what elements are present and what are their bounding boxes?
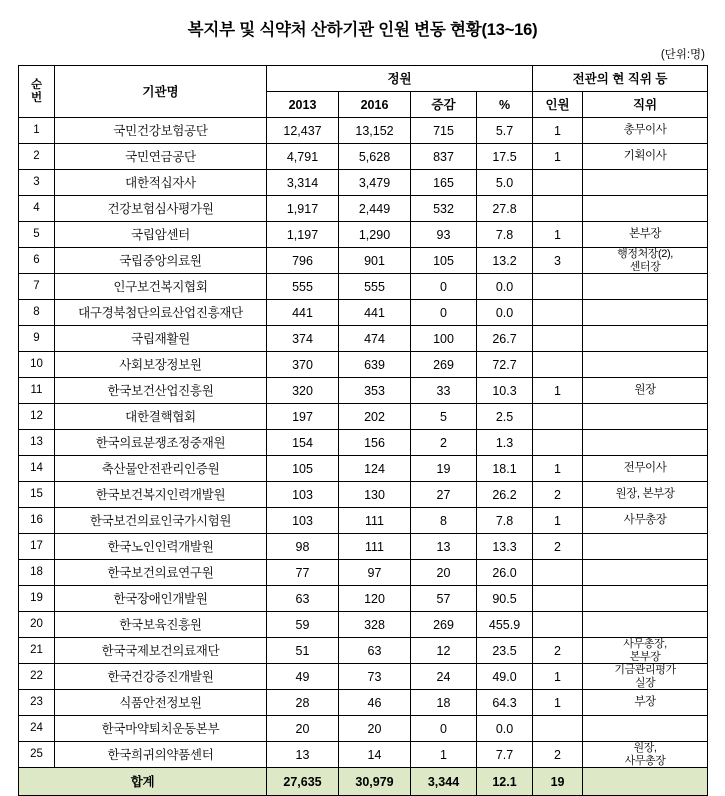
table-row bbox=[19, 144, 708, 170]
cell-no: 9 bbox=[19, 326, 55, 352]
cell-former-count bbox=[533, 274, 583, 300]
cell-quota-2013: 370 bbox=[267, 352, 339, 378]
cell-quota-2016: 73 bbox=[339, 664, 411, 690]
cell-quota-2013: 154 bbox=[267, 430, 339, 456]
cell-percent: 72.7 bbox=[477, 352, 533, 378]
cell-change: 13 bbox=[411, 534, 477, 560]
cell-no: 17 bbox=[19, 534, 55, 560]
cell-change: 269 bbox=[411, 352, 477, 378]
cell-former-count bbox=[533, 560, 583, 586]
header-former-position: 직위 bbox=[583, 92, 708, 118]
cell-quota-2013: 320 bbox=[267, 378, 339, 404]
cell-quota-2016: 639 bbox=[339, 352, 411, 378]
cell-no: 3 bbox=[19, 170, 55, 196]
cell-former-position-line2: 실장 bbox=[634, 676, 656, 689]
cell-org-name: 한국마약퇴치운동본부 bbox=[55, 716, 267, 742]
cell-former-position bbox=[583, 326, 708, 352]
cell-quota-2013: 796 bbox=[267, 248, 339, 274]
cell-former-position bbox=[583, 196, 708, 222]
table-row bbox=[19, 716, 708, 742]
cell-org-name: 사회보장정보원 bbox=[55, 352, 267, 378]
table-row bbox=[19, 430, 708, 456]
cell-no: 14 bbox=[19, 456, 55, 482]
cell-former-count bbox=[533, 196, 583, 222]
cell-org-name: 건강보험심사평가원 bbox=[55, 196, 267, 222]
cell-quota-2016: 202 bbox=[339, 404, 411, 430]
page-title: 복지부 및 식약처 산하기관 인원 변동 현황(13~16) bbox=[187, 21, 538, 39]
cell-change: 20 bbox=[411, 560, 477, 586]
cell-percent: 13.2 bbox=[477, 248, 533, 274]
cell-org-name: 한국보건의료연구원 bbox=[55, 560, 267, 586]
cell-former-position bbox=[583, 612, 708, 638]
cell-former-position bbox=[583, 170, 708, 196]
cell-former-position-line1: 원장, bbox=[633, 742, 657, 755]
cell-percent: 0.0 bbox=[477, 274, 533, 300]
cell-former-position bbox=[583, 404, 708, 430]
cell-quota-2016: 130 bbox=[339, 482, 411, 508]
cell-former-position-line1: 행정처장(2), bbox=[617, 248, 673, 261]
cell-former-position bbox=[583, 742, 708, 768]
cell-change: 0 bbox=[411, 274, 477, 300]
cell-quota-2013: 197 bbox=[267, 404, 339, 430]
cell-change: 27 bbox=[411, 482, 477, 508]
cell-quota-2016: 124 bbox=[339, 456, 411, 482]
cell-org-name: 한국건강증진개발원 bbox=[55, 664, 267, 690]
table-row bbox=[19, 586, 708, 612]
cell-quota-2013: 1,197 bbox=[267, 222, 339, 248]
cell-former-count: 1 bbox=[533, 508, 583, 534]
cell-former-count: 1 bbox=[533, 690, 583, 716]
cell-former-position bbox=[583, 430, 708, 456]
cell-former-count bbox=[533, 586, 583, 612]
table-row bbox=[19, 482, 708, 508]
cell-former-position bbox=[583, 560, 708, 586]
cell-quota-2016: 328 bbox=[339, 612, 411, 638]
cell-change: 5 bbox=[411, 404, 477, 430]
cell-former-position-line2: 사무총장 bbox=[624, 754, 666, 767]
cell-quota-2013: 4,791 bbox=[267, 144, 339, 170]
cell-change: 105 bbox=[411, 248, 477, 274]
table-row bbox=[19, 170, 708, 196]
table-row bbox=[19, 222, 708, 248]
table-row bbox=[19, 690, 708, 716]
cell-former-count: 2 bbox=[533, 742, 583, 768]
cell-percent: 2.5 bbox=[477, 404, 533, 430]
table-row bbox=[19, 560, 708, 586]
cell-quota-2016: 20 bbox=[339, 716, 411, 742]
cell-quota-2016: 97 bbox=[339, 560, 411, 586]
cell-quota-2016: 3,479 bbox=[339, 170, 411, 196]
cell-quota-2016: 441 bbox=[339, 300, 411, 326]
cell-quota-2013: 374 bbox=[267, 326, 339, 352]
total-quota-2016: 30,979 bbox=[339, 768, 411, 796]
cell-org-name: 한국장애인개발원 bbox=[55, 586, 267, 612]
total-label: 합계 bbox=[19, 768, 267, 796]
cell-change: 0 bbox=[411, 716, 477, 742]
cell-percent: 26.7 bbox=[477, 326, 533, 352]
cell-former-position bbox=[583, 534, 708, 560]
cell-quota-2013: 3,314 bbox=[267, 170, 339, 196]
cell-quota-2013: 103 bbox=[267, 482, 339, 508]
cell-org-name: 국립재활원 bbox=[55, 326, 267, 352]
cell-percent: 5.0 bbox=[477, 170, 533, 196]
cell-no: 5 bbox=[19, 222, 55, 248]
cell-org-name: 축산물안전관리인증원 bbox=[55, 456, 267, 482]
cell-change: 100 bbox=[411, 326, 477, 352]
total-former-position bbox=[583, 768, 708, 796]
cell-no: 21 bbox=[19, 638, 55, 664]
table-row bbox=[19, 248, 708, 274]
header-former-group: 전관의 현 직위 등 bbox=[533, 66, 708, 92]
table-header bbox=[19, 66, 708, 118]
cell-quota-2013: 51 bbox=[267, 638, 339, 664]
cell-former-count bbox=[533, 300, 583, 326]
cell-no: 23 bbox=[19, 690, 55, 716]
cell-former-position bbox=[583, 300, 708, 326]
cell-former-position-line1: 사무총장, bbox=[623, 638, 667, 651]
header-row-1 bbox=[19, 66, 708, 92]
cell-org-name: 대한결핵협회 bbox=[55, 404, 267, 430]
cell-quota-2013: 20 bbox=[267, 716, 339, 742]
cell-percent: 26.2 bbox=[477, 482, 533, 508]
cell-change: 715 bbox=[411, 118, 477, 144]
cell-org-name: 국립중앙의료원 bbox=[55, 248, 267, 274]
cell-org-name: 한국국제보건의료재단 bbox=[55, 638, 267, 664]
cell-change: 12 bbox=[411, 638, 477, 664]
table-row bbox=[19, 742, 708, 768]
cell-former-position-line2: 본부장 bbox=[629, 650, 661, 663]
cell-quota-2013: 1,917 bbox=[267, 196, 339, 222]
cell-no: 19 bbox=[19, 586, 55, 612]
cell-former-count: 2 bbox=[533, 534, 583, 560]
header-quota-2013: 2013 bbox=[267, 92, 339, 118]
cell-org-name: 국민연금공단 bbox=[55, 144, 267, 170]
cell-no: 25 bbox=[19, 742, 55, 768]
cell-former-position: 사무총장 bbox=[583, 508, 708, 534]
cell-percent: 10.3 bbox=[477, 378, 533, 404]
table-row bbox=[19, 534, 708, 560]
table-row bbox=[19, 326, 708, 352]
cell-former-count bbox=[533, 170, 583, 196]
cell-former-position-line2: 센터장 bbox=[629, 260, 661, 273]
cell-no: 10 bbox=[19, 352, 55, 378]
header-former-count: 인원 bbox=[533, 92, 583, 118]
cell-former-position: 총무이사 bbox=[583, 118, 708, 144]
total-former-count: 19 bbox=[533, 768, 583, 796]
cell-former-count bbox=[533, 716, 583, 742]
cell-percent: 7.7 bbox=[477, 742, 533, 768]
cell-quota-2016: 111 bbox=[339, 534, 411, 560]
cell-percent: 1.3 bbox=[477, 430, 533, 456]
table-total-row bbox=[19, 768, 708, 796]
cell-former-count: 2 bbox=[533, 482, 583, 508]
table-body bbox=[19, 118, 708, 796]
cell-change: 18 bbox=[411, 690, 477, 716]
cell-quota-2016: 63 bbox=[339, 638, 411, 664]
cell-former-count bbox=[533, 326, 583, 352]
cell-quota-2016: 555 bbox=[339, 274, 411, 300]
cell-former-position bbox=[583, 586, 708, 612]
cell-former-position: 전무이사 bbox=[583, 456, 708, 482]
table-row bbox=[19, 404, 708, 430]
cell-quota-2016: 5,628 bbox=[339, 144, 411, 170]
cell-no: 7 bbox=[19, 274, 55, 300]
cell-quota-2016: 46 bbox=[339, 690, 411, 716]
cell-change: 165 bbox=[411, 170, 477, 196]
cell-org-name: 한국의료분쟁조정중재원 bbox=[55, 430, 267, 456]
cell-percent: 23.5 bbox=[477, 638, 533, 664]
header-percent: % bbox=[477, 92, 533, 118]
cell-percent: 13.3 bbox=[477, 534, 533, 560]
cell-quota-2013: 103 bbox=[267, 508, 339, 534]
cell-quota-2016: 13,152 bbox=[339, 118, 411, 144]
cell-percent: 90.5 bbox=[477, 586, 533, 612]
cell-percent: 0.0 bbox=[477, 716, 533, 742]
cell-former-position: 원장, 본부장 bbox=[583, 482, 708, 508]
unit-note: (단위:명) bbox=[660, 49, 705, 61]
cell-percent: 7.8 bbox=[477, 222, 533, 248]
cell-former-count: 1 bbox=[533, 144, 583, 170]
cell-quota-2013: 59 bbox=[267, 612, 339, 638]
cell-quota-2013: 441 bbox=[267, 300, 339, 326]
cell-percent: 49.0 bbox=[477, 664, 533, 690]
cell-change: 33 bbox=[411, 378, 477, 404]
cell-percent: 27.8 bbox=[477, 196, 533, 222]
table-row bbox=[19, 664, 708, 690]
cell-former-count: 1 bbox=[533, 118, 583, 144]
cell-no: 15 bbox=[19, 482, 55, 508]
cell-no: 16 bbox=[19, 508, 55, 534]
cell-percent: 455.9 bbox=[477, 612, 533, 638]
cell-no: 8 bbox=[19, 300, 55, 326]
cell-former-count: 1 bbox=[533, 378, 583, 404]
cell-org-name: 대구경북첨단의료산업진흥재단 bbox=[55, 300, 267, 326]
cell-org-name: 식품안전정보원 bbox=[55, 690, 267, 716]
cell-former-count bbox=[533, 612, 583, 638]
cell-former-position bbox=[583, 248, 708, 274]
cell-former-position: 원장 bbox=[583, 378, 708, 404]
cell-quota-2013: 555 bbox=[267, 274, 339, 300]
cell-no: 1 bbox=[19, 118, 55, 144]
cell-percent: 64.3 bbox=[477, 690, 533, 716]
table-row bbox=[19, 118, 708, 144]
cell-change: 2 bbox=[411, 430, 477, 456]
cell-no: 20 bbox=[19, 612, 55, 638]
cell-quota-2016: 111 bbox=[339, 508, 411, 534]
header-quota-group: 정원 bbox=[267, 66, 533, 92]
cell-change: 93 bbox=[411, 222, 477, 248]
cell-no: 18 bbox=[19, 560, 55, 586]
table-row bbox=[19, 352, 708, 378]
cell-quota-2016: 474 bbox=[339, 326, 411, 352]
cell-former-count: 3 bbox=[533, 248, 583, 274]
cell-former-position-line1: 기금관리평가 bbox=[614, 664, 676, 677]
cell-former-count bbox=[533, 404, 583, 430]
total-change: 3,344 bbox=[411, 768, 477, 796]
cell-change: 0 bbox=[411, 300, 477, 326]
table-row bbox=[19, 456, 708, 482]
cell-former-count: 2 bbox=[533, 638, 583, 664]
cell-no: 2 bbox=[19, 144, 55, 170]
cell-quota-2013: 105 bbox=[267, 456, 339, 482]
cell-former-position bbox=[583, 274, 708, 300]
cell-former-position bbox=[583, 716, 708, 742]
table-row bbox=[19, 274, 708, 300]
cell-quota-2016: 2,449 bbox=[339, 196, 411, 222]
cell-no: 6 bbox=[19, 248, 55, 274]
cell-org-name: 한국보육진흥원 bbox=[55, 612, 267, 638]
header-quota-2016: 2016 bbox=[339, 92, 411, 118]
cell-org-name: 인구보건복지협회 bbox=[55, 274, 267, 300]
cell-no: 22 bbox=[19, 664, 55, 690]
cell-change: 57 bbox=[411, 586, 477, 612]
cell-change: 24 bbox=[411, 664, 477, 690]
cell-former-position bbox=[583, 352, 708, 378]
cell-change: 837 bbox=[411, 144, 477, 170]
cell-percent: 18.1 bbox=[477, 456, 533, 482]
cell-change: 532 bbox=[411, 196, 477, 222]
cell-no: 11 bbox=[19, 378, 55, 404]
cell-former-position bbox=[583, 664, 708, 690]
cell-org-name: 한국보건복지인력개발원 bbox=[55, 482, 267, 508]
cell-former-count: 1 bbox=[533, 664, 583, 690]
cell-no: 24 bbox=[19, 716, 55, 742]
cell-change: 269 bbox=[411, 612, 477, 638]
cell-quota-2016: 1,290 bbox=[339, 222, 411, 248]
cell-change: 1 bbox=[411, 742, 477, 768]
cell-org-name: 한국보건산업진흥원 bbox=[55, 378, 267, 404]
cell-former-count bbox=[533, 430, 583, 456]
cell-quota-2016: 353 bbox=[339, 378, 411, 404]
cell-quota-2013: 77 bbox=[267, 560, 339, 586]
cell-percent: 17.5 bbox=[477, 144, 533, 170]
header-change: 증감 bbox=[411, 92, 477, 118]
cell-no: 12 bbox=[19, 404, 55, 430]
cell-former-position: 부장 bbox=[583, 690, 708, 716]
cell-quota-2013: 63 bbox=[267, 586, 339, 612]
cell-org-name: 한국보건의료인국가시험원 bbox=[55, 508, 267, 534]
cell-org-name: 대한적십자사 bbox=[55, 170, 267, 196]
total-percent: 12.1 bbox=[477, 768, 533, 796]
cell-org-name: 한국노인인력개발원 bbox=[55, 534, 267, 560]
cell-quota-2016: 120 bbox=[339, 586, 411, 612]
table-row bbox=[19, 300, 708, 326]
cell-former-position: 본부장 bbox=[583, 222, 708, 248]
cell-org-name: 한국희귀의약품센터 bbox=[55, 742, 267, 768]
cell-quota-2013: 28 bbox=[267, 690, 339, 716]
cell-change: 19 bbox=[411, 456, 477, 482]
personnel-change-table bbox=[18, 65, 708, 796]
cell-percent: 0.0 bbox=[477, 300, 533, 326]
cell-quota-2013: 12,437 bbox=[267, 118, 339, 144]
table-row bbox=[19, 508, 708, 534]
header-seq: 순 번 bbox=[19, 66, 55, 118]
table-row bbox=[19, 378, 708, 404]
cell-quota-2013: 13 bbox=[267, 742, 339, 768]
table-row bbox=[19, 638, 708, 664]
cell-quota-2013: 98 bbox=[267, 534, 339, 560]
cell-percent: 26.0 bbox=[477, 560, 533, 586]
cell-quota-2016: 901 bbox=[339, 248, 411, 274]
cell-former-count: 1 bbox=[533, 222, 583, 248]
table-row bbox=[19, 196, 708, 222]
cell-no: 13 bbox=[19, 430, 55, 456]
cell-former-position bbox=[583, 638, 708, 664]
cell-former-position: 기획이사 bbox=[583, 144, 708, 170]
cell-percent: 5.7 bbox=[477, 118, 533, 144]
table-row bbox=[19, 612, 708, 638]
cell-org-name: 국민건강보험공단 bbox=[55, 118, 267, 144]
cell-percent: 7.8 bbox=[477, 508, 533, 534]
cell-quota-2016: 14 bbox=[339, 742, 411, 768]
cell-former-count: 1 bbox=[533, 456, 583, 482]
cell-change: 8 bbox=[411, 508, 477, 534]
cell-org-name: 국립암센터 bbox=[55, 222, 267, 248]
cell-former-count bbox=[533, 352, 583, 378]
cell-quota-2013: 49 bbox=[267, 664, 339, 690]
total-quota-2013: 27,635 bbox=[267, 768, 339, 796]
header-org-name: 기관명 bbox=[55, 66, 267, 118]
cell-no: 4 bbox=[19, 196, 55, 222]
cell-quota-2016: 156 bbox=[339, 430, 411, 456]
